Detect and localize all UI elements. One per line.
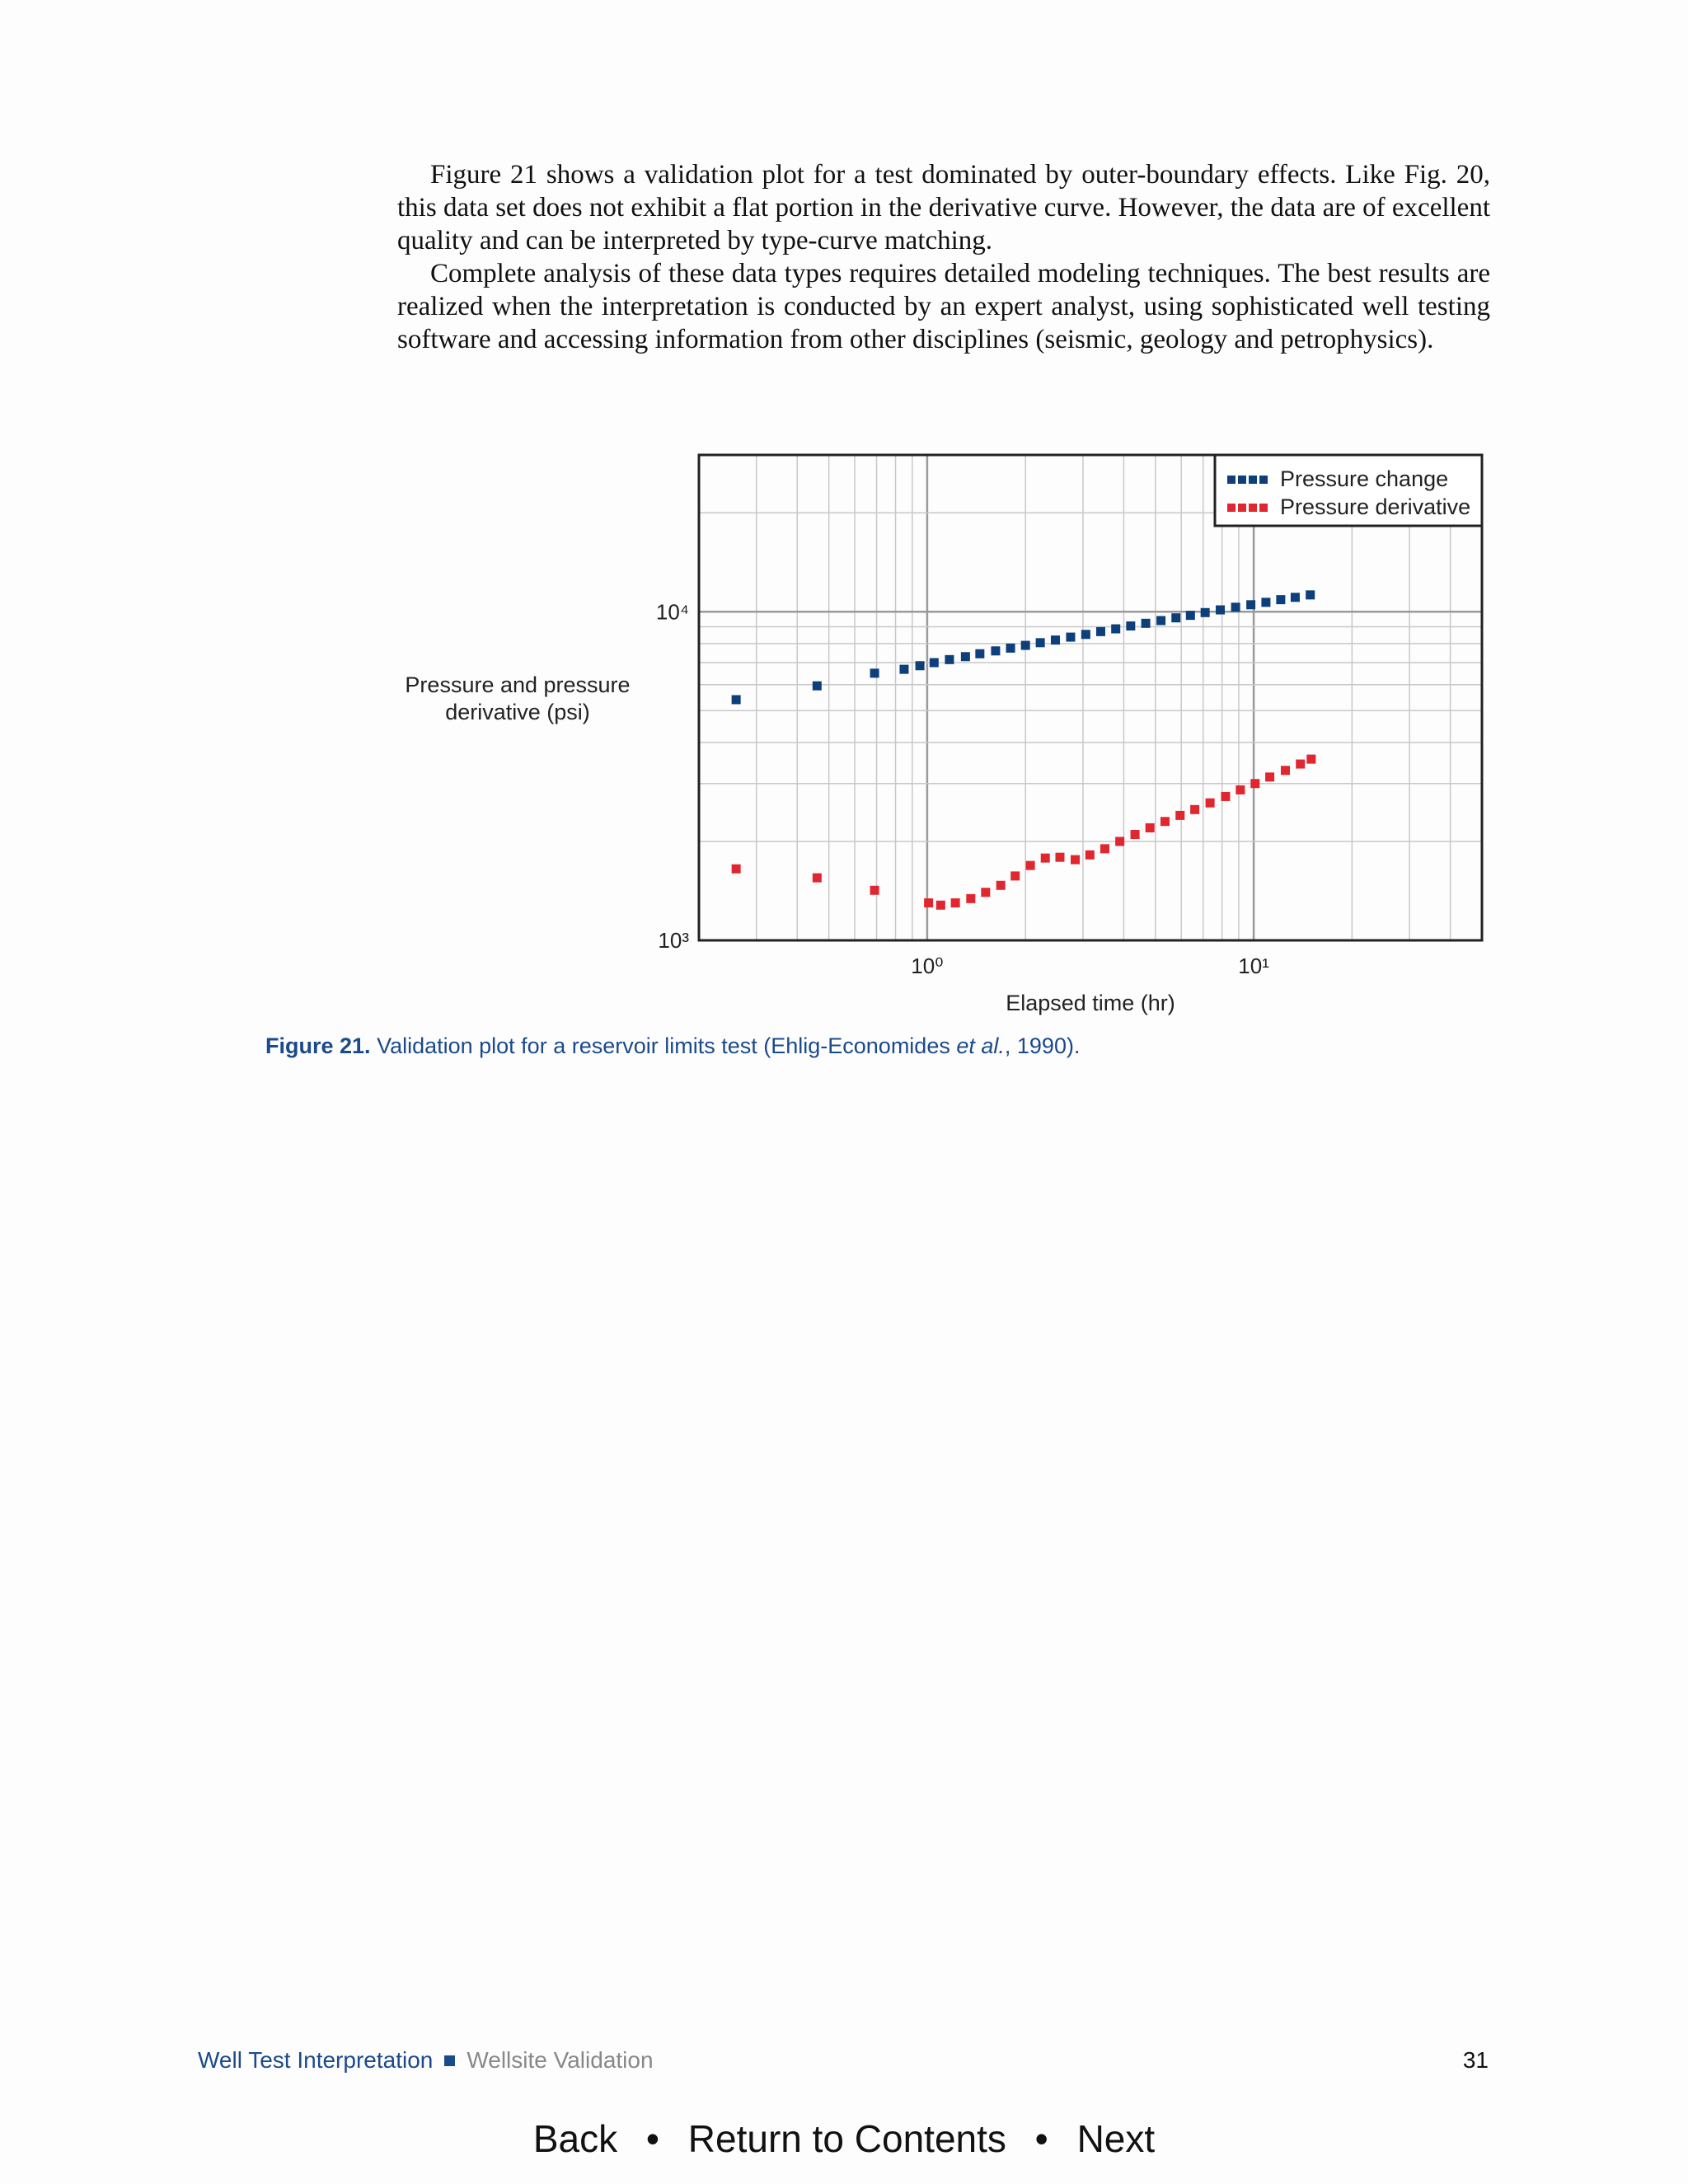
pressure-derivative-point (1296, 760, 1305, 769)
pressure-change-point (1006, 644, 1015, 653)
pressure-derivative-point (1100, 844, 1109, 853)
pressure-derivative-point (1026, 861, 1035, 870)
pressure-derivative-point (1131, 830, 1140, 839)
pressure-derivative-point (1010, 871, 1020, 880)
chart-legend (1215, 455, 1482, 526)
paragraph: Complete analysis of these data types requires detailed modeling techniques. The best results are realized when the interpretation is conducted by an expert analyst, using sophisticated well testing software and accessing information from other disciplines (seismic, geology and petrophysics). (397, 259, 1490, 354)
pressure-derivative-point (1206, 799, 1215, 808)
pressure-change-point (1142, 619, 1151, 628)
pressure-change-point (1096, 627, 1105, 636)
pressure-change-point (870, 668, 879, 677)
pressure-change-point (1111, 625, 1120, 634)
pressure-derivative-point (732, 865, 741, 874)
pressure-derivative-point (951, 898, 960, 907)
pressure-change-point (1231, 602, 1240, 612)
legend-swatch-square (1238, 504, 1246, 512)
y-axis-label-line: Pressure and pressure (405, 673, 631, 697)
footer-title-block (198, 2047, 654, 2074)
chart-grid (699, 455, 1482, 940)
figure-caption (265, 1033, 1080, 1059)
pressure-derivative-point (1281, 766, 1290, 775)
pressure-change-point (1156, 616, 1165, 625)
back-link[interactable]: Back (532, 2117, 618, 2160)
caption-label: Figure 21. (265, 1033, 371, 1058)
pressure-change-point (961, 652, 970, 661)
page-number: 31 (1462, 2047, 1489, 2073)
pressure-derivative-point (1115, 837, 1124, 846)
footer-book-title: Well Test Interpretation (198, 2047, 434, 2073)
legend-label-pressure-change: Pressure change (1280, 466, 1449, 491)
pressure-derivative-point (1236, 785, 1245, 794)
pressure-derivative-point (1306, 755, 1315, 764)
pressure-derivative-point (1055, 853, 1064, 862)
x-axis-label: Elapsed time (hr) (1006, 991, 1175, 1015)
y-tick-label: 10³ (658, 928, 689, 953)
square-bullet-icon (444, 2055, 455, 2066)
validation-plot (0, 0, 1688, 1030)
caption-text-end: , 1990). (1004, 1033, 1081, 1058)
pressure-change-point (1201, 608, 1210, 617)
y-tick-label: 10⁴ (655, 599, 689, 625)
chart-series (732, 590, 1316, 909)
pressure-change-point (899, 665, 908, 674)
pressure-derivative-point (966, 894, 975, 903)
pressure-change-point (813, 682, 822, 691)
legend-swatch-square (1259, 476, 1268, 484)
pressure-change-point (1126, 621, 1135, 630)
return-to-contents-link[interactable]: Return to Contents (687, 2117, 1006, 2160)
pressure-change-point (1081, 630, 1090, 639)
pressure-change-point (1246, 600, 1255, 609)
pressure-change-point (1216, 606, 1225, 615)
pressure-derivative-point (1221, 792, 1230, 801)
pressure-derivative-point (1250, 779, 1259, 788)
pressure-change-point (975, 649, 984, 658)
pressure-change-point (1261, 598, 1270, 607)
legend-swatch-square (1238, 476, 1246, 484)
paragraph: Figure 21 shows a validation plot for a test dominated by outer-boundary effects. Like Fig. 20, this data set does not exhibit a flat portion in the derivative curve. However, the data are of excellent quality and can be interpreted by type-curve matching. (397, 160, 1490, 255)
legend-swatch-square (1227, 504, 1236, 512)
pressure-change-point (930, 658, 939, 668)
nav-separator: • (645, 2117, 659, 2160)
pressure-derivative-point (813, 874, 822, 883)
pressure-derivative-point (936, 901, 945, 910)
footer-section-title: Wellsite Validation (467, 2047, 654, 2073)
legend-swatch-square (1249, 504, 1257, 512)
nav-separator: • (1034, 2117, 1048, 2160)
pressure-derivative-point (1041, 854, 1050, 863)
legend-swatch-square (1227, 476, 1236, 484)
pressure-change-point (991, 646, 1000, 655)
pressure-change-point (1171, 613, 1180, 622)
pressure-change-point (1066, 633, 1075, 642)
pressure-change-point (1036, 638, 1045, 647)
legend-label-pressure-derivative: Pressure derivative (1280, 494, 1471, 519)
pressure-derivative-point (1160, 817, 1170, 826)
pressure-change-point (945, 655, 954, 664)
pressure-derivative-point (1085, 851, 1095, 860)
page-navigation (0, 2116, 1688, 2161)
pressure-derivative-point (1146, 823, 1155, 832)
pressure-change-point (1306, 590, 1315, 599)
pressure-derivative-point (1190, 805, 1199, 814)
pressure-derivative-point (1071, 855, 1080, 865)
pressure-derivative-point (981, 888, 990, 897)
pressure-change-point (1021, 641, 1030, 650)
pressure-derivative-point (924, 898, 933, 907)
caption-italic: et al. (956, 1033, 1005, 1058)
x-tick-label: 10¹ (1238, 954, 1269, 978)
pressure-change-point (916, 661, 925, 670)
pressure-change-point (732, 695, 741, 704)
pressure-change-point (1291, 593, 1300, 602)
legend-swatch-square (1259, 504, 1268, 512)
pressure-derivative-point (1175, 811, 1184, 820)
pressure-change-point (1051, 635, 1060, 644)
next-link[interactable]: Next (1076, 2117, 1156, 2160)
pressure-derivative-point (996, 881, 1006, 890)
y-axis-label-line: derivative (psi) (445, 700, 590, 724)
plot-frame (699, 455, 1482, 940)
pressure-change-point (1276, 595, 1285, 604)
y-axis-label (405, 673, 630, 724)
legend-swatch-square (1249, 476, 1257, 484)
pressure-derivative-point (1265, 772, 1274, 781)
caption-text: Validation plot for a reservoir limits test (Ehlig-Economides (377, 1033, 957, 1058)
pressure-derivative-point (870, 886, 879, 895)
x-tick-label: 10⁰ (911, 954, 944, 978)
pressure-change-point (1186, 611, 1195, 620)
